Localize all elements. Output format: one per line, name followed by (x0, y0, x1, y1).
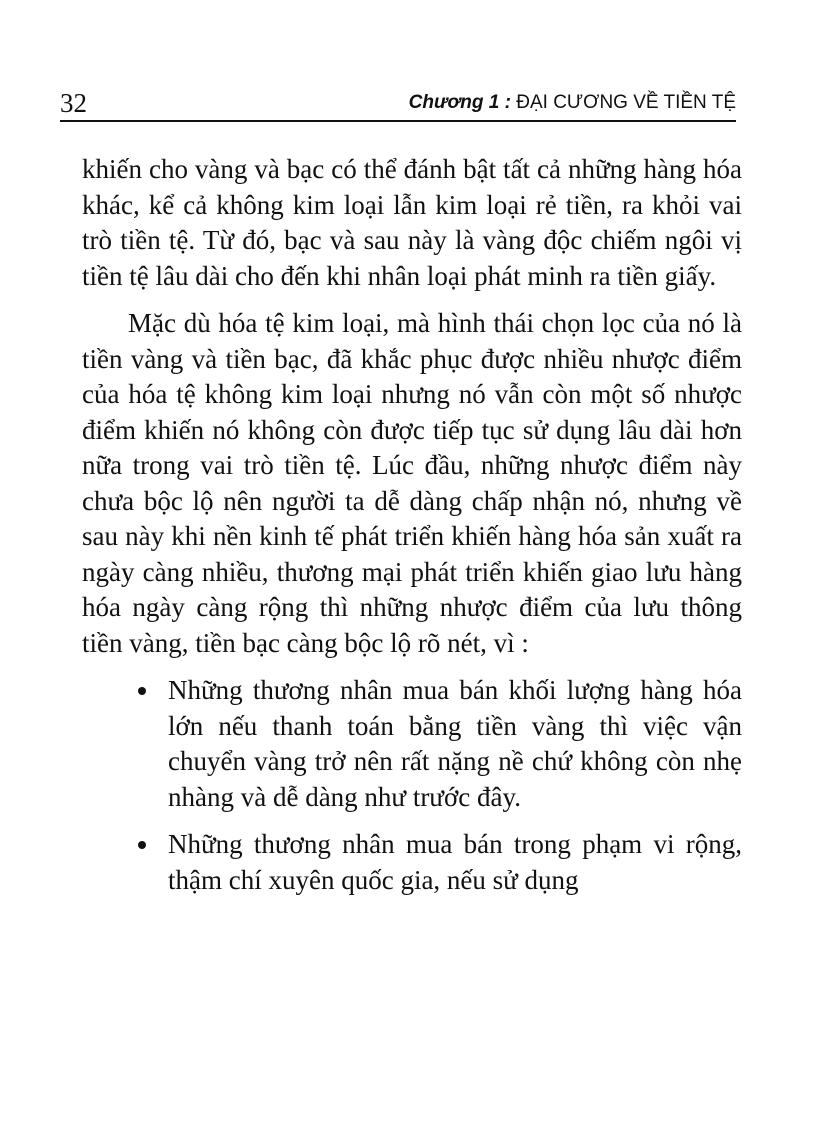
bullet-dot-icon (138, 687, 146, 695)
bullet-item (168, 673, 742, 815)
bullet-item (168, 827, 742, 898)
chapter-title: ĐẠI CƯƠNG VỀ TIỀN TỆ (516, 92, 736, 113)
body-text (82, 152, 742, 910)
bullet-text: Những thương nhân mua bán khối lượng hàng hóa lớn nếu thanh toán bằng tiền vàng thì việc vận chuyển vàng trở nên rất nặng nề chứ không còn nhẹ nhàng và dễ dàng như trước đây. (168, 675, 742, 812)
running-head (409, 90, 736, 116)
paragraph: Mặc dù hóa tệ kim loại, mà hình thái chọn lọc của nó là tiền vàng và tiền bạc, đã khắc phục được nhiều nhược điểm của hóa tệ không kim loại nhưng nó vẫn còn một số nhược điểm khiến nó không còn được tiếp tục sử dụng lâu dài hơn nữa trong vai trò tiền tệ. Lúc đầu, những nhược điểm này chưa bộc lộ nên người ta dễ dàng chấp nhận nó, nhưng về sau này khi nền kinh tế phát triển khiến hàng hóa sản xuất ra ngày càng nhiều, thương mại phát triển khiến giao lưu hàng hóa ngày càng rộng thì những nhược điểm của lưu thông tiền vàng, tiền bạc càng bộc lộ rõ nét, vì : (82, 308, 742, 658)
paragraph-continued: khiến cho vàng và bạc có thể đánh bật tất cả những hàng hóa khác, kể cả không kim loại lẫn kim loại rẻ tiền, ra khỏi vai trò tiền tệ. Từ đó, bạc và sau này là vàng độc chiếm ngôi vị tiền tệ lâu dài cho đến khi nhân loại phát minh ra tiền giấy. (82, 154, 742, 291)
chapter-label: Chương 1 : (408, 92, 511, 113)
bullet-list (82, 673, 742, 898)
page-number: 32 (60, 88, 87, 118)
bullet-dot-icon (138, 841, 146, 849)
page-header (60, 86, 736, 122)
bullet-text: Những thương nhân mua bán trong phạm vi rộng, thậm chí xuyên quốc gia, nếu sử dụng (168, 829, 742, 895)
